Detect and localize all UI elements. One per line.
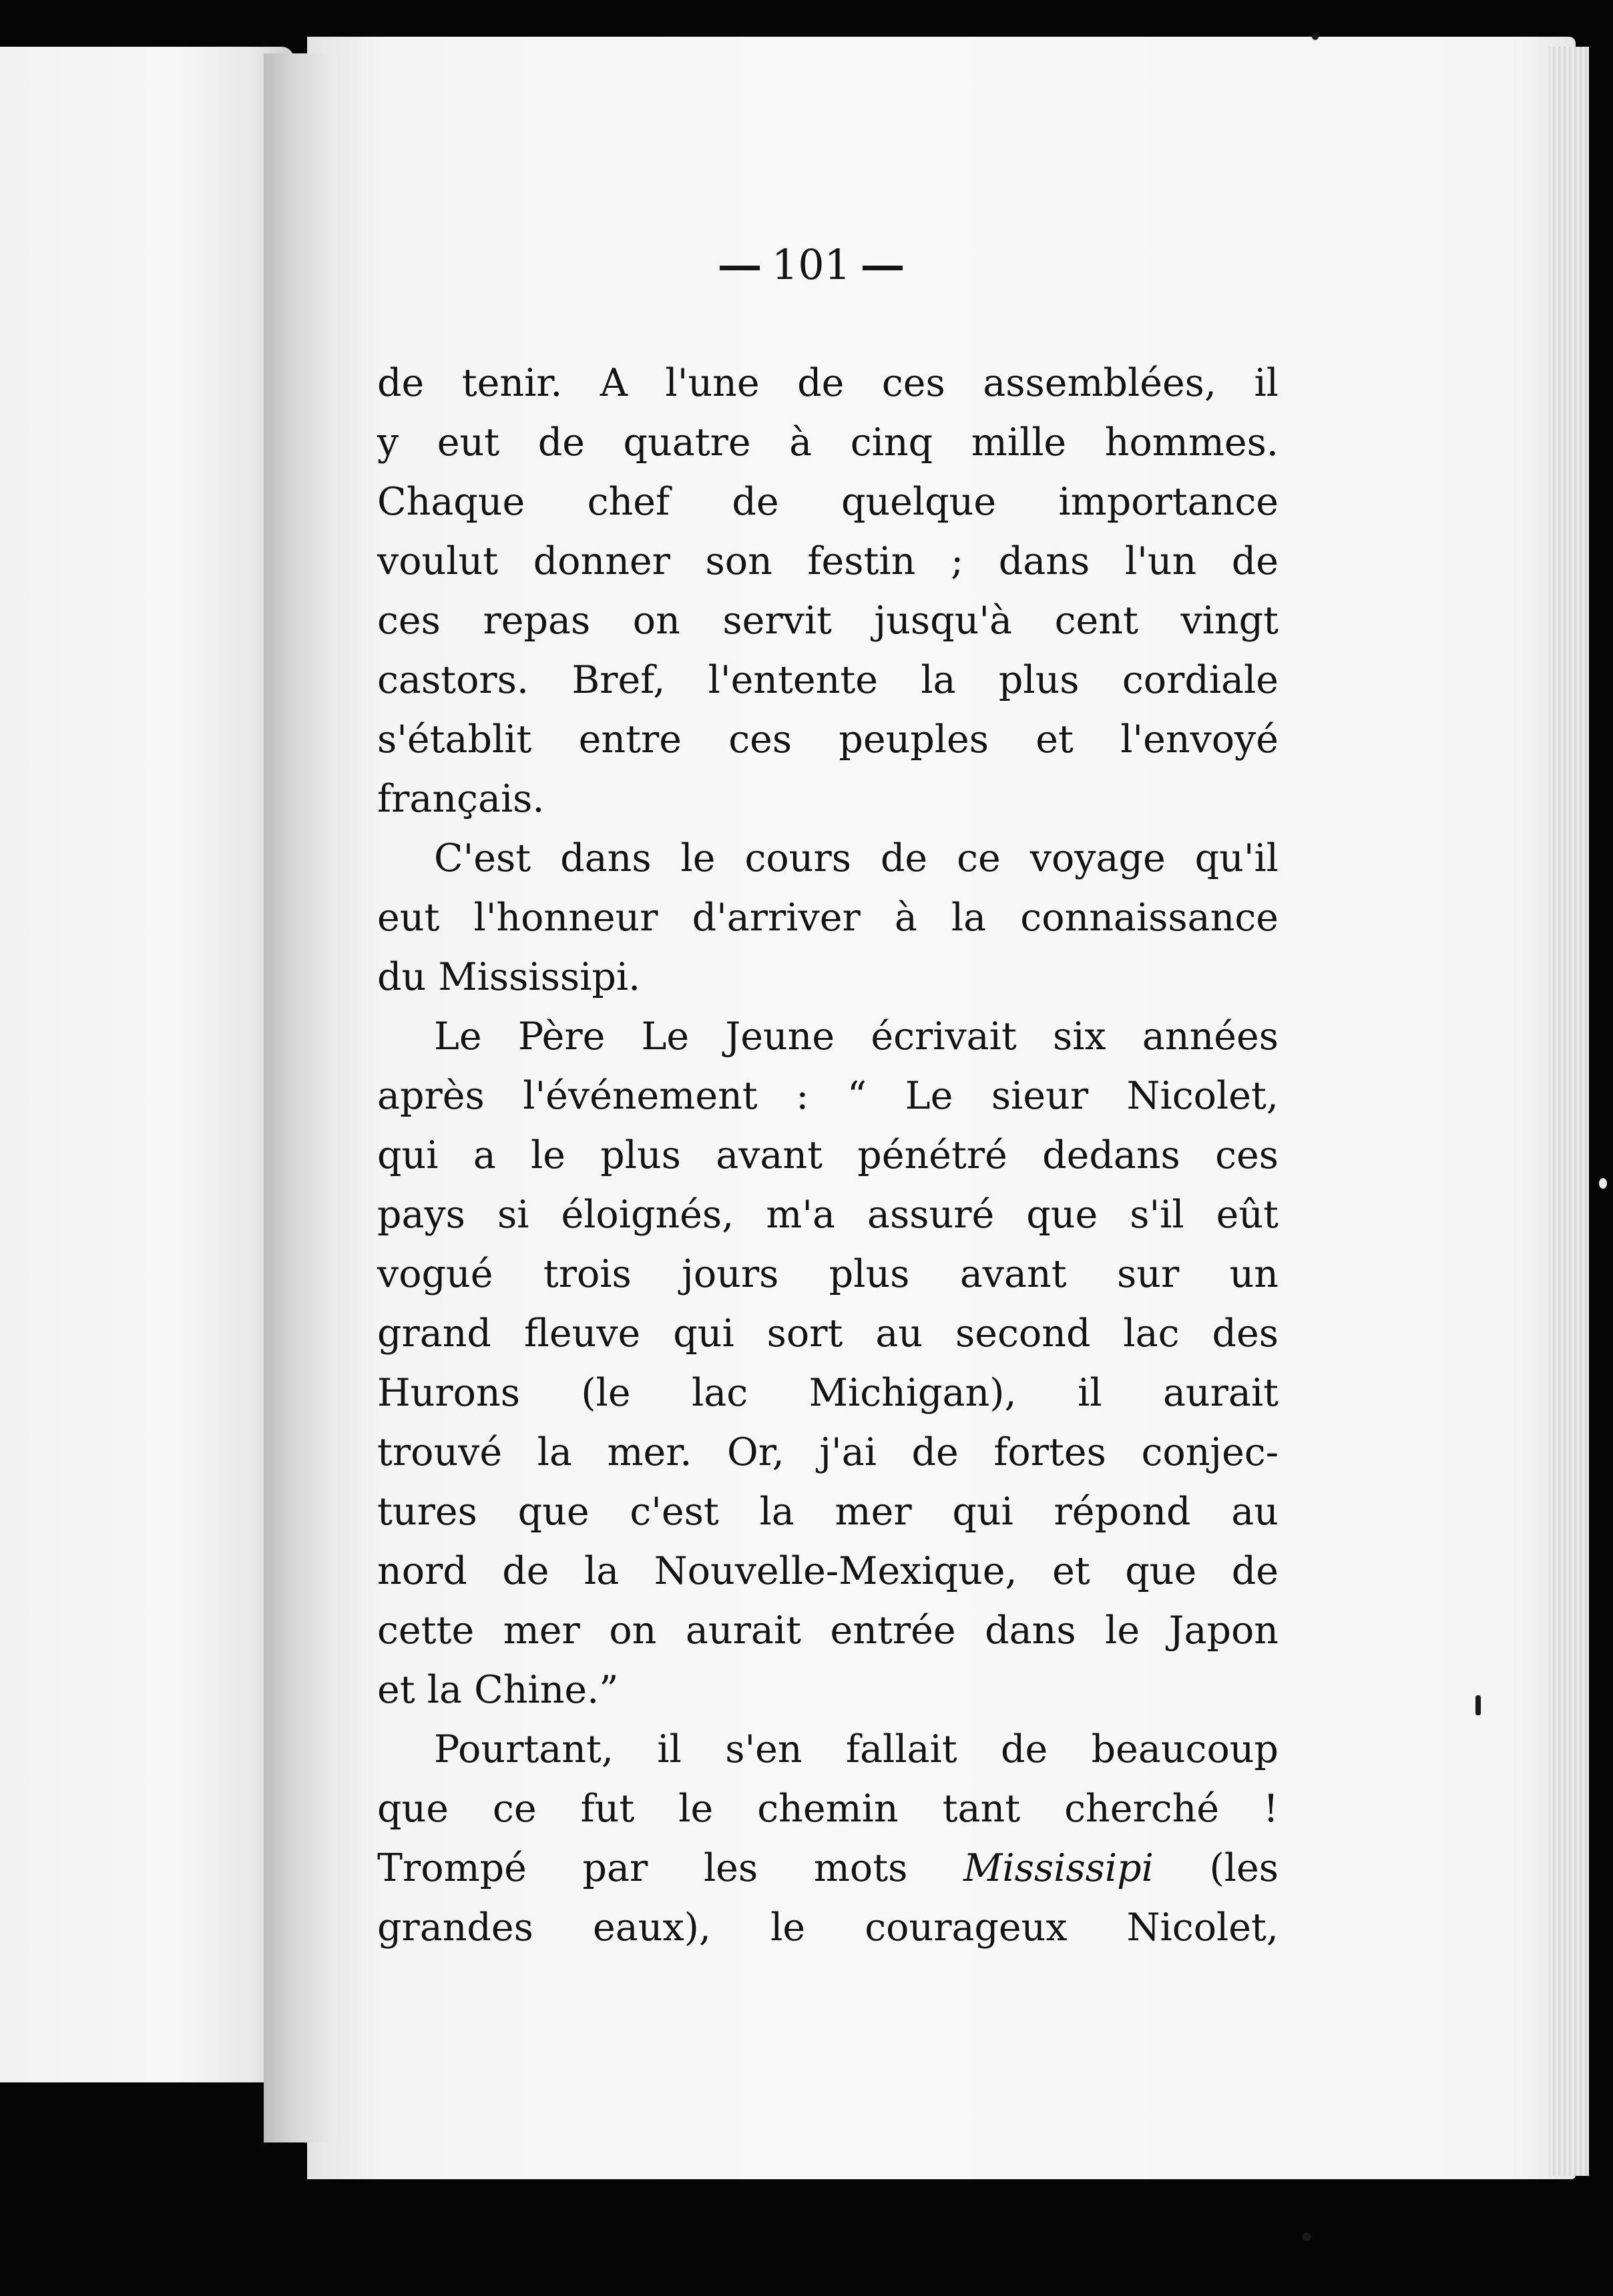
text-line: C'est dans le cours de ce voyage qu'il	[434, 836, 1279, 880]
text-line: s'établit entre ces peuples et l'envoyé	[377, 718, 1279, 762]
text-line: eut l'honneur d'arriver à la connaissance	[377, 896, 1279, 940]
text-line: cette mer on aurait entrée dans le Japon	[377, 1609, 1279, 1653]
page-edge	[1549, 47, 1589, 2176]
book-gutter	[264, 53, 337, 2142]
text-line: grand fleuve qui sort au second lac des	[377, 1312, 1279, 1356]
text-line: y eut de quatre à cinq mille hommes.	[377, 420, 1279, 465]
text-line: français.	[377, 777, 545, 821]
text-line: nord de la Nouvelle-Mexique, et que de	[377, 1549, 1279, 1593]
text-segment: (les	[1153, 1846, 1279, 1890]
text-line: trouvé la mer. Or, j'ai de fortes conjec-	[377, 1430, 1279, 1474]
text-line: que ce fut le chemin tant cherché !	[377, 1787, 1279, 1831]
text-line: Chaque chef de quelque importance	[377, 480, 1279, 524]
text-line: du Mississipi.	[377, 955, 641, 999]
text-line: Pourtant, il s'en fallait de beaucoup	[434, 1727, 1279, 1771]
text-line: castors. Bref, l'entente la plus cordiale	[377, 658, 1279, 702]
text-line: voulut donner son festin ; dans l'un de	[377, 539, 1279, 583]
text-line: vogué trois jours plus avant sur un	[377, 1252, 1279, 1296]
left-page	[0, 47, 294, 2082]
text-line: qui a le plus avant pénétré dedans ces	[377, 1133, 1279, 1177]
scan-speck	[1599, 1178, 1607, 1189]
scan-speck	[1475, 1695, 1481, 1715]
text-line: après l'événement : “ Le sieur Nicolet,	[377, 1074, 1279, 1118]
text-line: tures que c'est la mer qui répond au	[377, 1490, 1279, 1534]
text-line: pays si éloignés, m'a assuré que s'il eût	[377, 1193, 1279, 1237]
text-line: Hurons (le lac Michigan), il aurait	[377, 1371, 1279, 1415]
text-segment: Trompé par les mots	[377, 1846, 964, 1890]
page-number: 101	[668, 240, 955, 289]
italic-word: Mississipi	[963, 1846, 1154, 1890]
body-text	[377, 354, 1279, 1958]
text-line: grandes eaux), le courageux Nicolet,	[377, 1906, 1279, 1950]
text-line	[377, 1839, 1279, 1898]
scan-speck	[1302, 2233, 1311, 2241]
text-line: ces repas on servit jusqu'à cent vingt	[377, 599, 1279, 643]
scan-speck	[1312, 33, 1319, 40]
text-line: Le Père Le Jeune écrivait six années	[434, 1015, 1279, 1059]
text-line: et la Chine.”	[377, 1668, 619, 1712]
text-line: de tenir. A l'une de ces assemblées, il	[377, 361, 1279, 405]
